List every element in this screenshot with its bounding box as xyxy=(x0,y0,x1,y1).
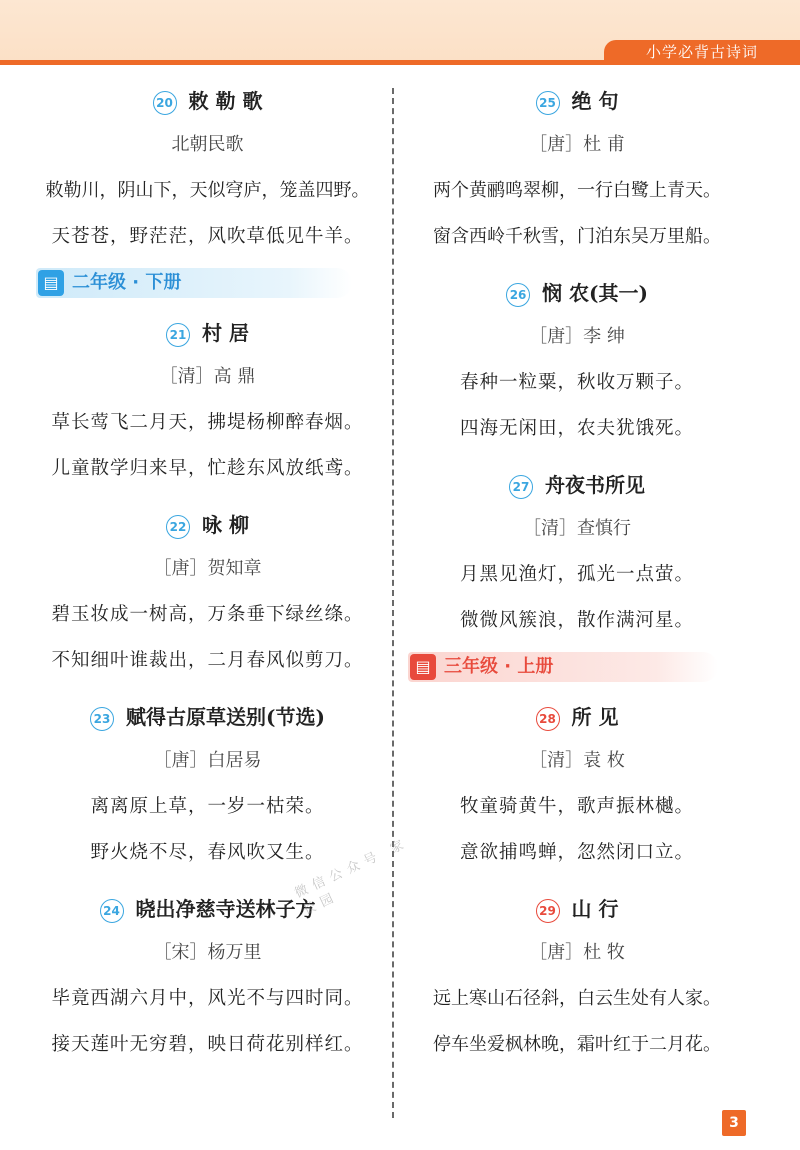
poem-title-text: 村 居 xyxy=(202,321,249,345)
poem-title xyxy=(30,696,385,738)
poem-author: 北朝民歌 xyxy=(171,134,244,155)
poem-line: 儿童散学归来早，忙趁东风放纸鸢。 xyxy=(51,458,364,479)
poem-number-badge: 25 xyxy=(536,91,560,115)
poem-number-badge: 28 xyxy=(536,707,560,731)
book-title-tag: 小学必背古诗词 xyxy=(604,40,800,64)
poem-title xyxy=(402,888,752,930)
poem-title xyxy=(30,504,385,546)
poem-title-text: 绝 句 xyxy=(571,89,619,113)
poem-22 xyxy=(30,504,385,684)
poem-title xyxy=(30,312,385,354)
poem-number-badge: 24 xyxy=(100,899,124,923)
poem-title-text: 舟夜书所见 xyxy=(545,473,645,497)
grade-label: 二年级 · 下册 xyxy=(72,272,182,293)
poem-author: ［清］高 鼎 xyxy=(159,366,256,387)
column-divider xyxy=(392,88,394,1118)
poem-author: ［唐］杜 甫 xyxy=(529,134,625,155)
poem-line: 牧童骑黄牛，歌声振林樾。 xyxy=(459,796,694,817)
poem-author: ［唐］杜 牧 xyxy=(529,942,625,963)
poem-line: 四海无闲田，农夫犹饿死。 xyxy=(459,418,694,439)
poem-title xyxy=(402,80,752,122)
poem-line: 不知细叶谁裁出，二月春风似剪刀。 xyxy=(51,650,364,671)
poem-number-badge: 21 xyxy=(166,323,190,347)
poem-line: 窗含西岭千秋雪，门泊东吴万里船。 xyxy=(433,226,721,247)
poem-line: 野火烧不尽，春风吹又生。 xyxy=(90,842,325,863)
poem-number-badge: 20 xyxy=(153,91,177,115)
grade-banner-grade2 xyxy=(36,268,352,298)
poem-author: ［唐］贺知章 xyxy=(153,558,262,579)
poem-27 xyxy=(402,464,752,644)
poem-26 xyxy=(402,272,752,452)
poem-number-badge: 27 xyxy=(509,475,533,499)
poem-29 xyxy=(402,888,752,1068)
poem-title-text: 赋得古原草送别(节选) xyxy=(126,705,325,729)
poem-number-badge: 22 xyxy=(166,515,190,539)
poem-title-text: 山 行 xyxy=(571,897,619,921)
poem-line: 离离原上草，一岁一枯荣。 xyxy=(90,796,325,817)
poem-title xyxy=(402,464,752,506)
poem-number-badge: 23 xyxy=(90,707,114,731)
poem-author: ［宋］杨万里 xyxy=(153,942,262,963)
poem-line: 两个黄鹂鸣翠柳，一行白鹭上青天。 xyxy=(433,180,721,201)
poem-line: 毕竟西湖六月中，风光不与四时同。 xyxy=(51,988,364,1009)
poem-title-text: 悯 农(其一) xyxy=(542,281,648,305)
poem-21 xyxy=(30,312,385,492)
page-number: 3 xyxy=(722,1110,746,1136)
poem-number-badge: 26 xyxy=(506,283,530,307)
right-column xyxy=(402,80,752,1068)
poem-title-text: 晓出净慈寺送林子方 xyxy=(135,897,316,921)
poem-line: 远上寒山石径斜，白云生处有人家。 xyxy=(433,988,721,1009)
poem-23 xyxy=(30,696,385,876)
watermark-stamp: 微信公众号 家长园 xyxy=(292,835,412,919)
poem-title-text: 咏 柳 xyxy=(202,513,249,537)
poem-author: ［唐］李 绅 xyxy=(529,326,625,347)
poem-title-text: 所 见 xyxy=(571,705,619,729)
poem-title-text: 敕 勒 歌 xyxy=(188,89,263,113)
poem-line: 接天莲叶无穷碧，映日荷花别样红。 xyxy=(51,1034,364,1055)
poem-author: ［清］查慎行 xyxy=(523,518,631,539)
poem-author: ［唐］白居易 xyxy=(153,750,262,771)
poem-line: 敕勒川，阴山下，天似穹庐，笼盖四野。 xyxy=(45,180,370,201)
poem-20 xyxy=(30,80,385,260)
poem-line: 天苍苍，野茫茫，风吹草低见牛羊。 xyxy=(51,226,364,247)
poem-line: 月黑见渔灯，孤光一点萤。 xyxy=(459,564,694,585)
poem-title xyxy=(402,696,752,738)
poem-line: 碧玉妆成一树高，万条垂下绿丝绦。 xyxy=(51,604,364,625)
poem-25 xyxy=(402,80,752,260)
book-icon: ▤ xyxy=(410,654,436,680)
poem-title xyxy=(30,80,385,122)
poem-number-badge: 29 xyxy=(536,899,560,923)
book-icon: ▤ xyxy=(38,270,64,296)
poem-author: ［清］袁 枚 xyxy=(529,750,625,771)
poem-line: 草长莺飞二月天，拂堤杨柳醉春烟。 xyxy=(51,412,364,433)
poem-28 xyxy=(402,696,752,876)
poem-line: 意欲捕鸣蝉，忽然闭口立。 xyxy=(459,842,694,863)
poem-line: 停车坐爱枫林晚，霜叶红于二月花。 xyxy=(433,1034,721,1055)
poem-line: 微微风簇浪，散作满河星。 xyxy=(459,610,694,631)
poem-line: 春种一粒粟，秋收万颗子。 xyxy=(459,372,694,393)
grade-label: 三年级 · 上册 xyxy=(444,656,554,677)
grade-banner-grade3 xyxy=(408,652,718,682)
poem-title xyxy=(402,272,752,314)
